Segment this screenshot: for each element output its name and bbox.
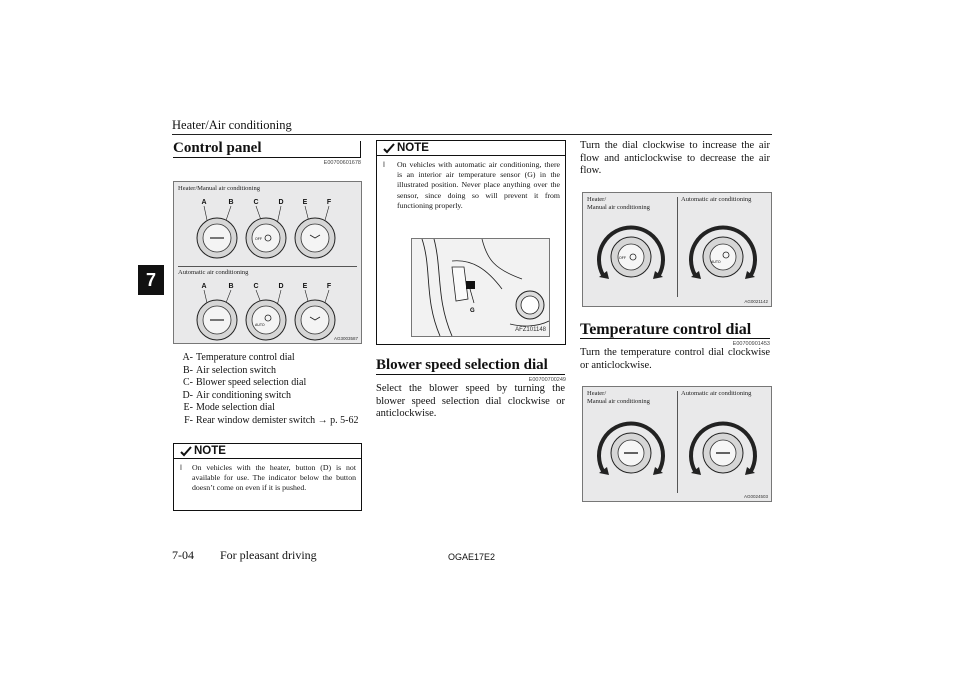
blower-figure [582,192,772,307]
blower-text: Select the blower speed by turning the blower speed selection dial clockwise or anticlockwise. [376,383,565,419]
legend-row [176,402,358,415]
header-rule [172,134,772,135]
dial-mode-auto [295,300,335,340]
note-check-icon [383,143,395,154]
chapter-name: For pleasant driving [220,548,317,562]
dial-blower [246,218,286,258]
control-legend [176,352,358,428]
title-rule-tick [360,141,361,157]
legend-key: C- [183,377,193,389]
blower-dials [583,193,771,306]
note-box-heater [173,443,362,511]
temperature-text: Turn the temperature control dial clockwise or anticlockwise. [580,347,770,371]
auto-label: AUTO [255,323,265,327]
dial-temperature-auto [197,300,237,340]
figure-id: AG3003587 [333,336,358,341]
document-code: OGAE17E2 [448,552,496,562]
dial-temperature [197,218,237,258]
chapter-tab: 7 [138,265,164,295]
title-rule [173,157,361,158]
legend-text: Mode selection dial [196,402,275,414]
note-bullet: l [180,464,182,472]
temperature-dials [583,387,771,501]
letter-b-auto: B [228,283,234,290]
letter-e: E [302,199,308,206]
page-number: 7-04 [172,548,194,562]
temperature-figure [582,386,772,502]
figure-caption-auto: Automatic air conditioning [681,196,752,203]
legend-text: Rear window demister switch → p. 5-62 [196,414,359,426]
title-rule [580,338,770,339]
legend-text: Temperature control dial [196,352,295,363]
temp-dial-manual [599,424,663,475]
dial-blower-auto [246,300,286,340]
note-header [377,141,565,156]
blower-dial-manual [599,228,663,279]
letter-d-auto: D [278,283,284,290]
blower-dial-auto [691,228,755,279]
control-panel-title: Control panel [173,140,262,156]
note-bullet: l [383,161,385,169]
sensor-marker-g: G [470,308,475,314]
sensor-figure [411,238,550,337]
sensor-illustration [412,239,549,336]
section-code: E00700700249 [528,377,566,383]
note-header [174,444,361,459]
figure-caption-manual: Heater/ [587,196,607,203]
letter-f: F [326,199,332,206]
legend-text: Air conditioning switch [196,389,291,401]
figure-id: AFZ101148 [515,327,546,333]
control-panel-dials [174,182,361,343]
note-label: NOTE [397,142,429,154]
legend-text: Air selection switch [196,364,276,376]
note-text: On vehicles with automatic air conditioning, there is an interior air temperature sensor (G) in the illustrated position. Never place anything over the sensor, since doing so will prevent it from functioning properly. [397,160,560,210]
legend-key: E- [183,402,193,414]
letter-a: A [201,199,207,206]
auto-label: AUTO [711,260,721,264]
airflow-text: Turn the dial clockwise to increase the air flow and anticlockwise to decrease the air flow. [580,140,770,176]
legend-row [176,377,358,390]
letter-a-auto: A [201,283,207,290]
note-check-icon [180,446,192,457]
figure-caption-manual-2: Manual air conditioning [587,204,650,211]
legend-key: B- [183,364,193,376]
figure-caption-auto: Automatic air conditioning [178,269,249,276]
section-code: E00700601678 [323,160,361,166]
letter-c-auto: C [253,283,259,290]
section-code: E00700901453 [732,341,770,347]
off-label: OFF [619,256,626,260]
section-header: Heater/Air conditioning [172,118,292,132]
figure-caption-manual-2: Manual air conditioning [587,398,650,405]
letter-d: D [278,199,284,206]
temp-dial-auto [691,424,755,475]
letter-c: C [253,199,259,206]
letter-f-auto: F [326,283,332,290]
figure-caption-manual: Heater/ [587,390,607,397]
legend-key: D- [182,389,193,401]
temperature-title: Temperature control dial [580,321,752,338]
legend-row [176,365,358,378]
figure-id: AG0024503 [743,494,768,499]
letter-e-auto: E [302,283,308,290]
note-box-sensor [376,140,566,345]
legend-key: A- [182,352,193,363]
legend-key: F- [184,414,193,426]
off-label: OFF [255,237,262,241]
legend-row [176,390,358,403]
figure-id: AG0021142 [744,299,768,304]
legend-text: Blower speed selection dial [196,377,307,389]
note-label: NOTE [194,445,226,457]
figure-caption-manual: Heater/Manual air conditioning [178,185,260,192]
control-panel-figure [173,181,362,344]
title-rule [376,374,565,375]
dial-mode [295,218,335,258]
letter-b: B [228,199,234,206]
figure-caption-auto: Automatic air conditioning [681,390,752,397]
note-text: On vehicles with the heater, button (D) is not available for use. The indicator below the button doesn’t come on even if it is pushed. [192,463,356,493]
legend-row [176,415,358,428]
legend-row [176,352,358,365]
blower-title: Blower speed selection dial [376,357,548,373]
